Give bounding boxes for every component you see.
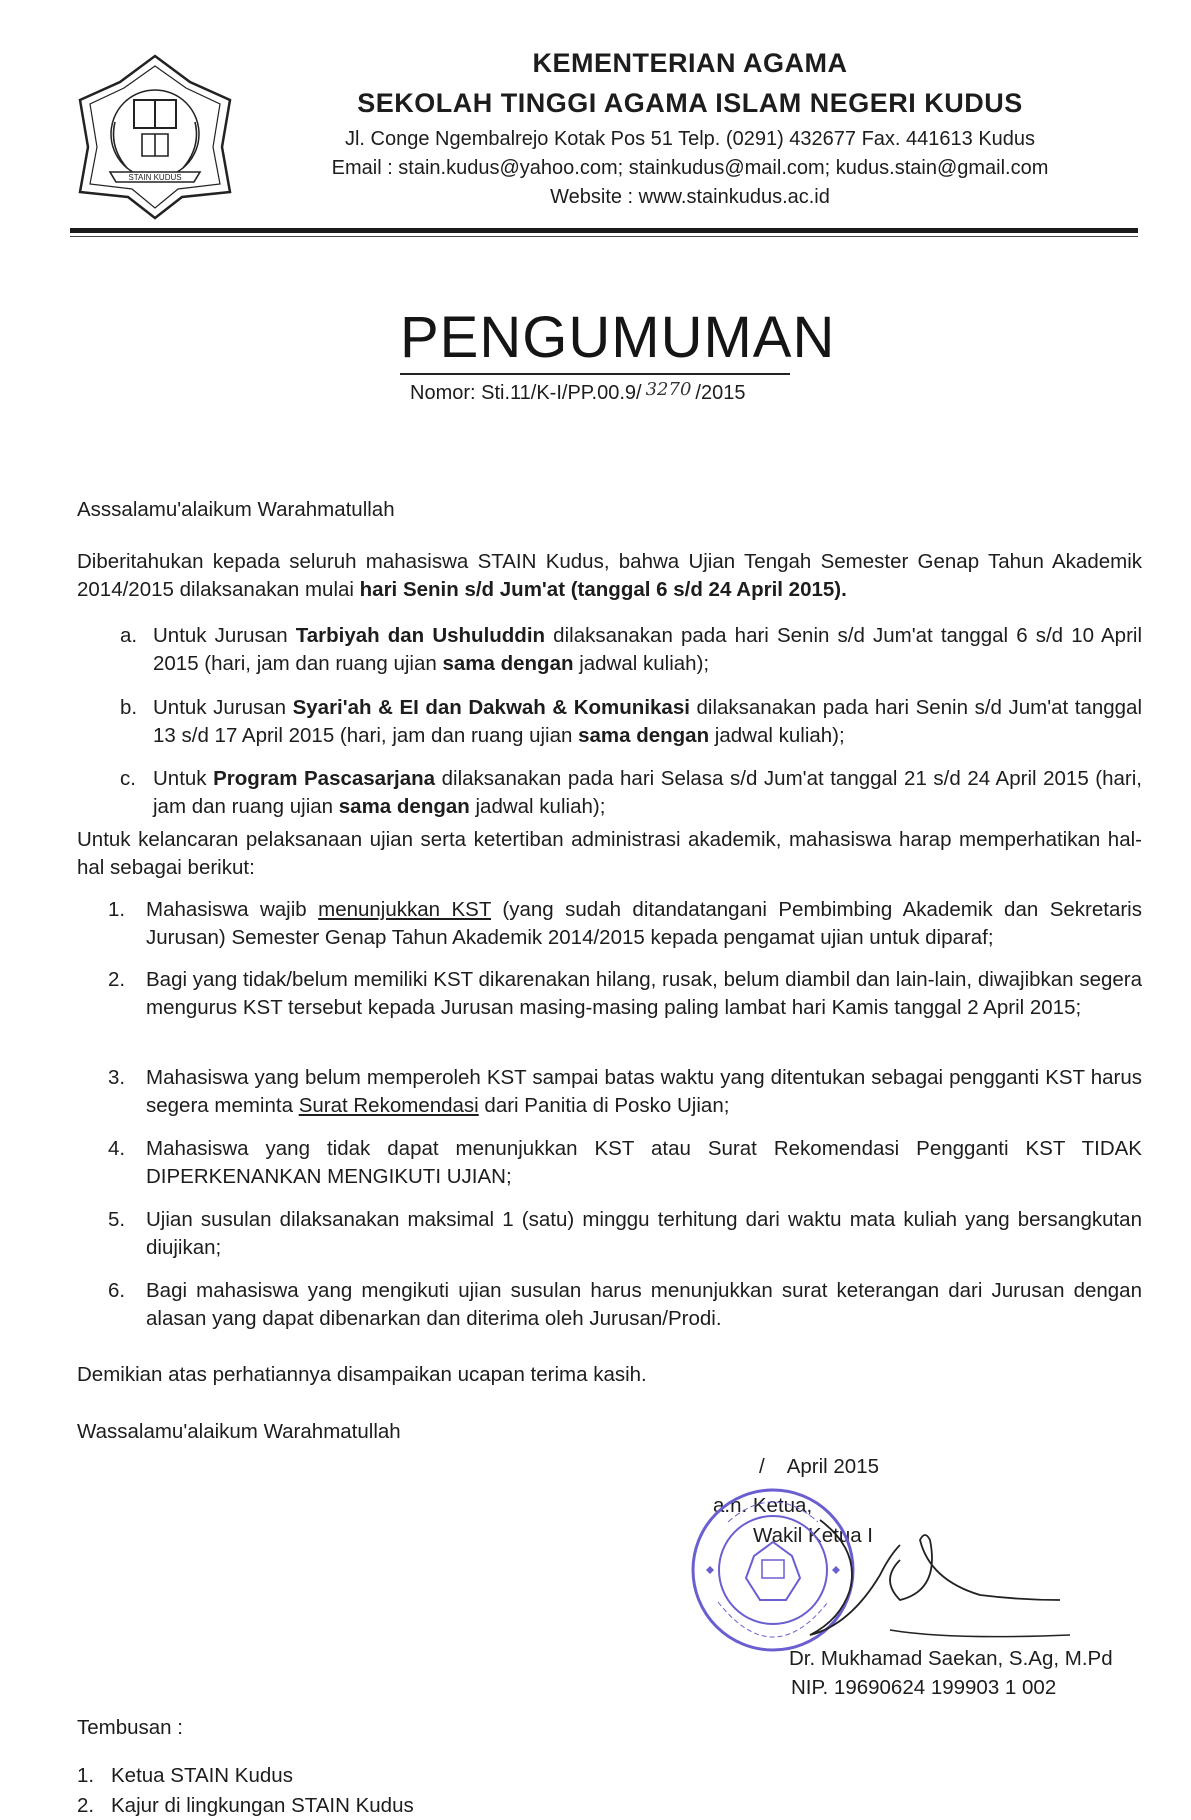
bold-segment: Program Pascasarjana xyxy=(213,767,436,790)
underlined-segment: Surat Rekomendasi xyxy=(298,1094,479,1117)
list-marker: c. xyxy=(120,767,136,790)
letterhead-divider xyxy=(70,228,1138,233)
list-item-text xyxy=(146,1064,1142,1120)
list-item-text xyxy=(153,694,1142,750)
list-marker: 2. xyxy=(108,968,126,991)
farewell: Wassalamu'alaikum Warahmatullah xyxy=(77,1420,401,1443)
signature-title: Wakil Ketua I xyxy=(753,1524,874,1547)
bold-segment: Syari'ah & EI dan Dakwah & Komunikasi xyxy=(292,696,690,719)
list-item xyxy=(108,966,1142,1022)
text-segment: jadwal kuliah); xyxy=(709,724,845,747)
list-item-text xyxy=(146,896,1142,952)
bold-segment: Tarbiyah dan Ushuluddin xyxy=(295,624,546,647)
bold-segment: sama dengan xyxy=(442,652,574,675)
text-segment: jadwal kuliah); xyxy=(469,795,606,818)
list-item-text: Mahasiswa yang tidak dapat menunjukkan KST atau Surat Rekomendasi Pengganti KST TIDAK DIPERKENANKAN MENGIKUTI UJIAN; xyxy=(146,1137,1142,1188)
list-item-text: Bagi mahasiswa yang mengikuti ujian susulan harus menunjukkan surat keterangan dari Jurusan dengan alasan yang dapat dibenarkan dan diterima oleh Jurusan/Prodi. xyxy=(146,1279,1142,1330)
tembusan-text: Kajur di lingkungan STAIN Kudus xyxy=(111,1794,414,1817)
list-marker: 4. xyxy=(108,1137,126,1160)
handwritten-signature xyxy=(740,1500,1080,1650)
list-marker: 1. xyxy=(108,898,126,921)
list-marker: 3. xyxy=(108,1066,126,1089)
list-item xyxy=(108,896,1142,952)
document-number-handwritten: 3270 xyxy=(645,379,692,400)
list-marker: 6. xyxy=(108,1279,126,1302)
date-slash: / xyxy=(759,1455,765,1478)
tembusan-item xyxy=(77,1764,293,1788)
greeting: Asssalamu'alaikum Warahmatullah xyxy=(77,498,395,521)
tembusan-item xyxy=(77,1794,414,1818)
bold-segment: sama dengan xyxy=(578,724,710,747)
text-segment: dilaksanakan pada hari Senin s/d Jum'at tanggal 6 s/d 10 April 2015 (hari, jam dan ruang ujian xyxy=(153,624,1142,675)
lead-paragraph: Untuk kelancaran pelaksanaan ujian serta ketertiban administrasi akademik, mahasiswa harap memperhatikan hal-hal sebagai berikut: xyxy=(77,828,1142,879)
intro-paragraph xyxy=(77,548,1142,604)
closing-paragraph: Demikian atas perhatiannya disampaikan ucapan terima kasih. xyxy=(77,1363,647,1386)
tembusan-number: 1. xyxy=(77,1764,95,1787)
document-number-prefix: Nomor: Sti.11/K-I/PP.00.9/ xyxy=(410,382,642,404)
list-item xyxy=(120,622,1142,678)
letterhead-ministry: KEMENTERIAN AGAMA xyxy=(532,48,848,78)
document-number-suffix: /2015 xyxy=(695,382,746,404)
stain-kudus-emblem-icon xyxy=(70,52,240,222)
list-item xyxy=(108,1135,1142,1191)
letterhead-website: Website : www.stainkudus.ac.id xyxy=(550,186,830,208)
list-item xyxy=(120,765,1142,821)
list-marker: a. xyxy=(120,624,138,647)
text-segment: (yang sudah ditandatangani Pembimbing Akademik dan Sekretaris Jurusan) Semester Genap Tahun Akademik 2014/2015 kepada pengamat ujian untuk diparaf; xyxy=(146,898,1142,949)
logo-text: STAIN KUDUS xyxy=(128,173,182,182)
letterhead-divider-thin xyxy=(70,236,1138,237)
signature-date xyxy=(759,1455,879,1479)
signer-name: Dr. Mukhamad Saekan, S.Ag, M.Pd xyxy=(789,1647,1113,1670)
letterhead-email: Email : stain.kudus@yahoo.com; stainkudus@mail.com; kudus.stain@gmail.com xyxy=(331,157,1049,179)
text-segment: Untuk Jurusan xyxy=(153,624,296,647)
underlined-segment: menunjukkan KST xyxy=(318,898,491,921)
tembusan-label: Tembusan : xyxy=(77,1716,183,1739)
text-segment: Untuk Jurusan xyxy=(153,696,293,719)
text-segment: dari Panitia di Posko Ujian; xyxy=(478,1094,730,1117)
title-underline xyxy=(400,373,790,375)
tembusan-text: Ketua STAIN Kudus xyxy=(111,1764,293,1787)
text-segment: dilaksanakan pada hari Selasa s/d Jum'at tanggal 21 s/d 24 April 2015 (hari, jam dan ruang ujian xyxy=(153,767,1143,818)
intro-bold: hari Senin s/d Jum'at (tanggal 6 s/d 24 April 2015). xyxy=(359,578,847,601)
list-item-text: Ujian susulan dilaksanakan maksimal 1 (satu) minggu terhitung dari waktu mata kuliah yang bersangkutan diujikan; xyxy=(146,1208,1142,1259)
list-item xyxy=(108,1206,1142,1262)
text-segment: jadwal kuliah); xyxy=(573,652,710,675)
letterhead-address: Jl. Conge Ngembalrejo Kotak Pos 51 Telp. (0291) 432677 Fax. 441613 Kudus xyxy=(344,128,1036,150)
text-segment: Mahasiswa yang belum memperoleh KST sampai batas waktu yang ditentukan sebagai pengganti KST harus segera meminta xyxy=(146,1066,1142,1117)
intro-text: Diberitahukan kepada seluruh mahasiswa STAIN Kudus, bahwa Ujian Tengah Semester Genap Tahun Akademik 2014/2015 dilaksanakan mulai xyxy=(77,550,1142,601)
page-title: PENGUMUMAN xyxy=(400,305,836,370)
tembusan-number: 2. xyxy=(77,1794,95,1817)
list-item xyxy=(120,694,1142,750)
date-text: April 2015 xyxy=(786,1455,880,1478)
letterhead-school-name: SEKOLAH TINGGI AGAMA ISLAM NEGERI KUDUS xyxy=(357,88,1023,118)
list-item-text xyxy=(153,765,1142,821)
list-item xyxy=(108,1064,1142,1120)
bold-segment: sama dengan xyxy=(338,795,470,818)
list-marker: 5. xyxy=(108,1208,126,1231)
list-item-text: Bagi yang tidak/belum memiliki KST dikarenakan hilang, rusak, belum diambil dan lain-lain, diwajibkan segera mengurus KST tersebut kepada Jurusan masing-masing paling lambat hari Kamis tanggal 2 April 2015; xyxy=(146,968,1142,1019)
list-item xyxy=(108,1277,1142,1333)
text-segment: Mahasiswa wajib xyxy=(146,898,319,921)
signature-an: a.n. Ketua, xyxy=(713,1494,813,1517)
text-segment: dilaksanakan pada hari Senin s/d Jum'at tanggal 13 s/d 17 April 2015 (hari, jam dan ruang ujian xyxy=(153,696,1143,747)
list-item-text xyxy=(153,622,1142,678)
document-number xyxy=(410,379,746,405)
signer-nip: NIP. 19690624 199903 1 002 xyxy=(791,1676,1057,1699)
text-segment: Untuk xyxy=(153,767,214,790)
list-marker: b. xyxy=(120,696,138,719)
